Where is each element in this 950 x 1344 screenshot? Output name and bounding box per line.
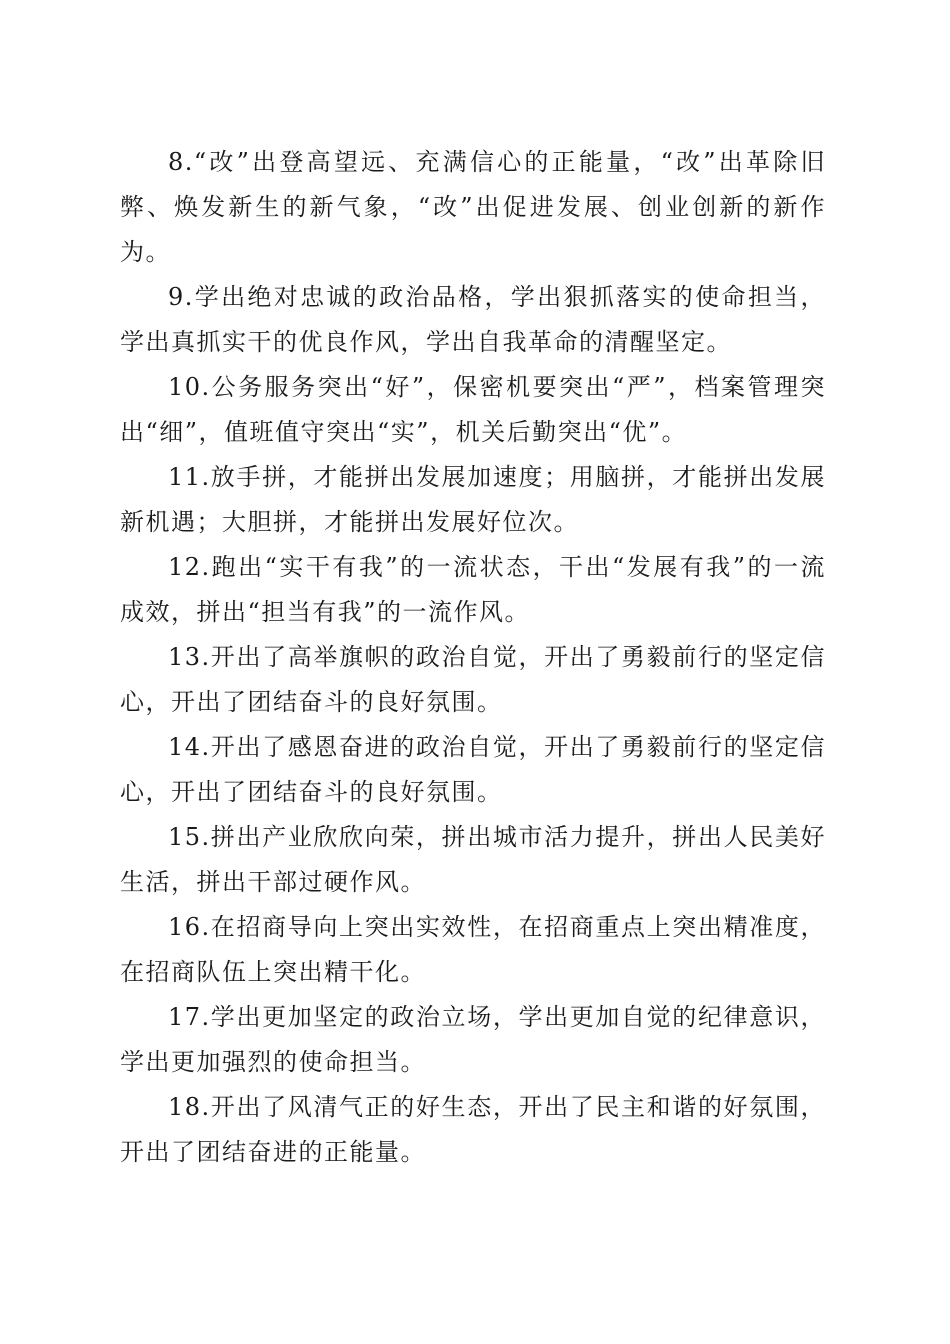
document-page: [120, 140, 826, 1175]
paragraph-8: 8.“改”出登高望远、充满信心的正能量，“改”出革除旧弊、焕发新生的新气象，“改”出促进发展、创业创新的新作为。: [120, 148, 826, 266]
paragraph-13: 13.开出了高举旗帜的政治自觉，开出了勇毅前行的坚定信心，开出了团结奋斗的良好氛围。: [120, 643, 826, 716]
paragraph-15: 15.拼出产业欣欣向荣，拼出城市活力提升，拼出人民美好生活，拼出干部过硬作风。: [120, 823, 826, 896]
paragraph-16: 16.在招商导向上突出实效性，在招商重点上突出精准度，在招商队伍上突出精干化。: [120, 913, 826, 986]
paragraph-18: 18.开出了风清气正的好生态，开出了民主和谐的好氛围，开出了团结奋进的正能量。: [120, 1093, 826, 1166]
paragraph-11: 11.放手拼，才能拼出发展加速度；用脑拼，才能拼出发展新机遇；大胆拼，才能拼出发展好位次。: [120, 463, 826, 536]
paragraph-14: 14.开出了感恩奋进的政治自觉，开出了勇毅前行的坚定信心，开出了团结奋斗的良好氛围。: [120, 733, 826, 806]
paragraph-9: 9.学出绝对忠诚的政治品格，学出狠抓落实的使命担当，学出真抓实干的优良作风，学出自我革命的清醒坚定。: [120, 283, 826, 356]
paragraph-10: 10.公务服务突出“好”，保密机要突出“严”，档案管理突出“细”，值班值守突出“实”，机关后勤突出“优”。: [120, 373, 826, 446]
paragraph-17: 17.学出更加坚定的政治立场，学出更加自觉的纪律意识，学出更加强烈的使命担当。: [120, 1003, 826, 1076]
paragraph-12: 12.跑出“实干有我”的一流状态，干出“发展有我”的一流成效，拼出“担当有我”的一流作风。: [120, 553, 826, 626]
